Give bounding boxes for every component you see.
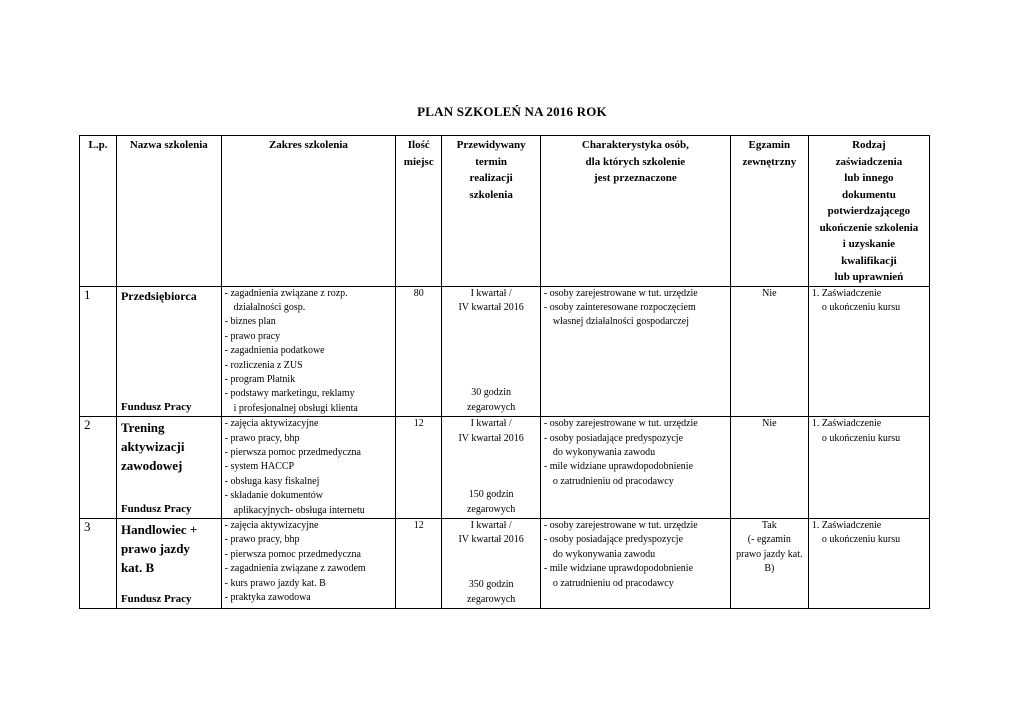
funding-source: Fundusz Pracy [120, 593, 192, 605]
characteristics-item: - osoby zarejestrowane w tut. urzędzie [543, 287, 698, 299]
scope-item: i profesjonalnej obsługi klienta [233, 402, 358, 414]
certificate-item: 1. Zaświadczenie [811, 418, 882, 430]
exam-cell [730, 417, 808, 519]
page-title: PLAN SZKOLEŃ NA 2016 ROK [417, 104, 607, 119]
seats-value: 80 [413, 287, 424, 299]
characteristics-cell [540, 286, 730, 417]
scope-item: - obsługa kasy fiskalnej [224, 475, 320, 487]
scope-item: aplikacyjnych- obsługa internetu [233, 504, 365, 516]
exam-line: Nie [762, 287, 777, 299]
seats-cell [396, 519, 442, 609]
header-characteristics: Charakterystyka osób, dla których szkolenie jest przeznaczone [540, 136, 730, 287]
header-scope: Zakres szkolenia [221, 136, 396, 287]
header-term: Przewidywany termin realizacji szkolenia [442, 136, 541, 287]
hours-line: 150 godzin [468, 489, 514, 501]
header-exam: Egzamin zewnętrzny [730, 136, 808, 287]
scope-item: - kurs prawo jazdy kat. B [224, 577, 326, 589]
scope-item: - program Płatnik [224, 373, 296, 385]
exam-line: B) [764, 563, 775, 575]
training-name-line: prawo jazdy [120, 541, 190, 556]
term-line: IV kwartał 2016 [458, 301, 524, 313]
row-number: 2 [80, 417, 117, 519]
training-name-line: kat. B [120, 560, 155, 575]
scope-item: - zagadnienia podatkowe [224, 345, 325, 357]
training-name-cell [116, 519, 221, 609]
training-name-line: Trening [120, 420, 165, 436]
characteristics-item: - mile widziane uprawdopodobnienie [543, 563, 694, 575]
hours-line: zegarowych [466, 593, 516, 605]
scope-cell [221, 417, 396, 519]
exam-line: Tak [761, 520, 777, 531]
header-row [80, 136, 930, 287]
scope-item: - składanie dokumentów [224, 490, 323, 502]
scope-item: - biznes plan [224, 316, 276, 328]
characteristics-item: o zatrudnieniu od pracodawcy [552, 475, 674, 487]
exam-line: Nie [762, 418, 777, 430]
characteristics-item: - osoby posiadające predyspozycje [543, 432, 684, 444]
scope-item: - system HACCP [224, 461, 295, 473]
hours-line: zegarowych [466, 401, 516, 413]
term-cell [442, 286, 541, 417]
certificate-cell [808, 286, 929, 417]
characteristics-item: o zatrudnieniu od pracodawcy [552, 577, 674, 589]
header-lp: L.p. [80, 136, 117, 287]
seats-value: 12 [413, 418, 424, 430]
hours [442, 578, 540, 607]
training-name-line: aktywizacji [120, 439, 185, 455]
certificate-cell [808, 417, 929, 519]
term-line: IV kwartał 2016 [458, 432, 524, 444]
scope-item: - pierwsza pomoc przedmedyczna [224, 548, 361, 560]
term-line: I kwartał / [470, 520, 512, 531]
training-name [117, 287, 221, 304]
training-name [117, 519, 221, 577]
exam-line: prawo jazdy kat. [736, 548, 803, 560]
table-row [80, 286, 930, 417]
scope-item: - prawo pracy, bhp [224, 534, 300, 546]
table-row [80, 417, 930, 519]
term-line: I kwartał / [470, 287, 512, 299]
certificate-cell [808, 519, 929, 609]
scope-cell [221, 519, 396, 609]
hours-line: zegarowych [466, 503, 516, 515]
scope-item: - praktyka zawodowa [224, 592, 311, 604]
training-name-cell [116, 286, 221, 417]
scope-item: - prawo pracy [224, 330, 281, 342]
funding-source: Fundusz Pracy [120, 503, 192, 515]
scope-item: - prawo pracy, bhp [224, 432, 300, 444]
certificate-item: 1. Zaświadczenie [811, 520, 882, 531]
training-name-line: zawodowej [120, 458, 183, 474]
characteristics-item: - osoby zarejestrowane w tut. urzędzie [543, 520, 698, 531]
scope-item: - zagadnienia związane z zawodem [224, 563, 366, 575]
seats-value: 12 [413, 520, 424, 531]
scope-item: - zajęcia aktywizacyjne [224, 418, 319, 430]
scope-item: - podstawy marketingu, reklamy [224, 388, 355, 400]
scope-item: - zagadnienia związane z rozp. [224, 287, 348, 299]
characteristics-item: - mile widziane uprawdopodobnienie [543, 461, 694, 473]
training-name [117, 417, 221, 475]
characteristics-item: własnej działalności gospodarczej [552, 316, 689, 328]
scope-item: - pierwsza pomoc przedmedyczna [224, 446, 361, 458]
scope-item: działalności gosp. [233, 301, 306, 313]
hours-line: 30 godzin [471, 387, 511, 399]
funding-source: Fundusz Pracy [120, 401, 192, 414]
table-row [80, 519, 930, 609]
characteristics-item: - osoby zainteresowane rozpoczęciem [543, 301, 696, 313]
row-number: 3 [80, 519, 117, 609]
term-cell [442, 417, 541, 519]
characteristics-item: - osoby posiadające predyspozycje [543, 534, 684, 546]
characteristics-cell [540, 519, 730, 609]
training-name-line: Handlowiec + [120, 522, 198, 537]
exam-line: (- egzamin [747, 534, 791, 546]
certificate-item: o ukończeniu kursu [821, 301, 901, 313]
term-line: I kwartał / [470, 418, 512, 430]
header-name: Nazwa szkolenia [116, 136, 221, 287]
scope-item: - zajęcia aktywizacyjne [224, 520, 319, 531]
header-certificate: Rodzaj zaświadczenia lub innego dokumentu potwierdzającego ukończenie szkolenia i uzyskanie kwalifikacji lub uprawnień [808, 136, 929, 287]
exam-cell [730, 286, 808, 417]
training-name-cell [116, 417, 221, 519]
seats-cell [396, 417, 442, 519]
term-cell [442, 519, 541, 609]
exam-cell [730, 519, 808, 609]
hours [442, 488, 540, 517]
scope-item: - rozliczenia z ZUS [224, 359, 303, 371]
hours-line: 350 godzin [468, 579, 514, 591]
characteristics-item: - osoby zarejestrowane w tut. urzędzie [543, 418, 698, 430]
training-plan-table [79, 135, 930, 609]
characteristics-item: do wykonywania zawodu [552, 446, 656, 458]
row-number: 1 [80, 286, 117, 417]
scope-cell [221, 286, 396, 417]
characteristics-cell [540, 417, 730, 519]
training-name-line: Przedsiębiorca [120, 288, 197, 303]
term-line: IV kwartał 2016 [458, 534, 524, 546]
certificate-item: 1. Zaświadczenie [811, 287, 882, 299]
hours [442, 386, 540, 415]
header-seats: Ilość miejsc [396, 136, 442, 287]
characteristics-item: do wykonywania zawodu [552, 548, 656, 560]
certificate-item: o ukończeniu kursu [821, 432, 901, 444]
seats-cell [396, 286, 442, 417]
certificate-item: o ukończeniu kursu [821, 534, 901, 546]
